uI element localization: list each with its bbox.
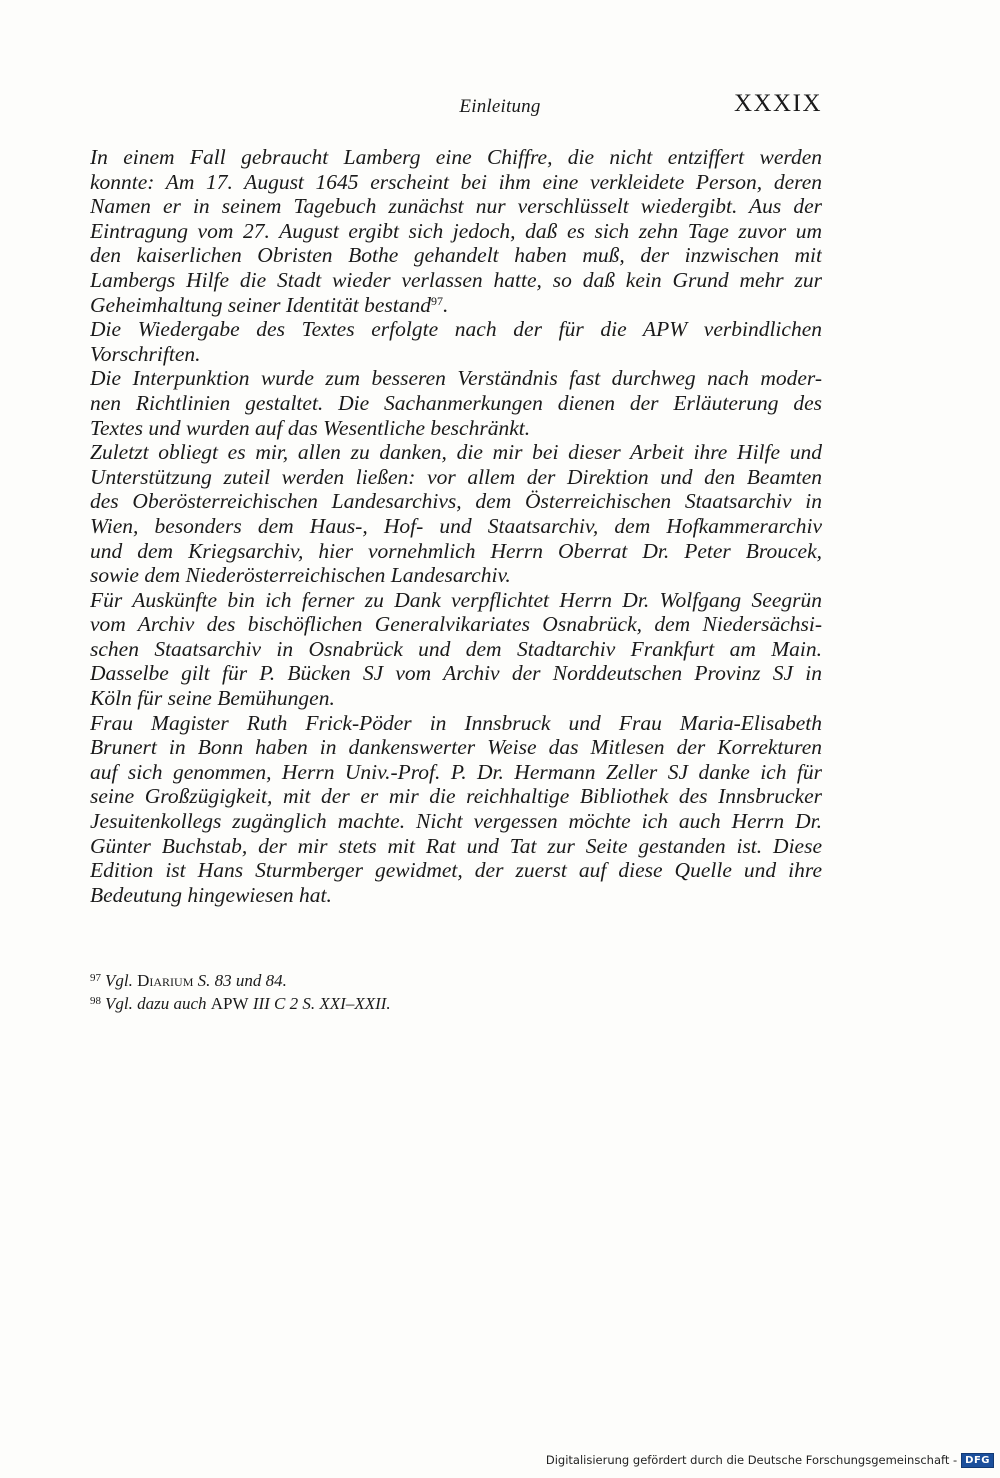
text-line xyxy=(90,465,822,490)
line-text: Wien, besonders dem Haus-, Hof- und Staatsarchiv, dem Hofkammerarchiv xyxy=(90,513,822,538)
paragraph xyxy=(90,317,822,366)
text-line xyxy=(90,686,822,711)
text-line xyxy=(90,440,822,465)
text-line xyxy=(90,661,822,686)
line-text: schen Staatsarchiv in Osnabrück und dem Stadtarchiv Frankfurt am Main. xyxy=(90,636,822,661)
footnote-text: Vgl. xyxy=(105,971,138,990)
text-line xyxy=(90,391,822,416)
line-text: den kaiserlichen Obristen Bothe gehandelt haben muß, der inzwischen mit xyxy=(90,243,822,268)
text-line xyxy=(90,268,822,293)
line-text: nen Richtlinien gestaltet. Die Sachanmerkungen dienen der Erläuterung des xyxy=(90,390,822,415)
text-line xyxy=(90,834,822,859)
line-text: Dasselbe gilt für P. Bücken SJ vom Archiv der Norddeutschen Provinz SJ in xyxy=(90,661,822,686)
footnote-number: 98 xyxy=(90,995,101,1007)
running-title: Einleitung xyxy=(459,96,541,117)
text-line xyxy=(90,809,822,834)
paragraph xyxy=(90,588,822,711)
line-text: Die Interpunktion wurde zum besseren Verständnis fast durchweg nach moder- xyxy=(90,366,822,391)
line-text: Frau Magister Ruth Frick-Pöder in Innsbruck und Frau Maria-Elisabeth xyxy=(90,710,822,735)
line-text: Edition ist Hans Sturmberger gewidmet, der zuerst auf diese Quelle und ihre xyxy=(90,858,822,883)
text-line xyxy=(90,784,822,809)
body-text xyxy=(90,145,822,907)
paragraph xyxy=(90,366,822,440)
text-line xyxy=(90,588,822,613)
line-text: und dem Kriegsarchiv, hier vornehmlich Herrn Oberrat Dr. Peter Broucek, xyxy=(90,538,822,563)
line-tail: . xyxy=(442,292,449,317)
text-line xyxy=(90,170,822,195)
footnote-source: APW xyxy=(210,994,249,1013)
line-text: Zuletzt obliegt es mir, allen zu danken, die mir bei dieser Arbeit ihre Hilfe und xyxy=(90,440,822,465)
footnote-number: 97 xyxy=(90,972,101,984)
text-line xyxy=(90,219,822,244)
text-line xyxy=(90,145,822,170)
text-line xyxy=(90,366,822,391)
line-text: Brunert in Bonn haben in dankenswerter Weise das Mitlesen der Korrekturen xyxy=(90,735,822,760)
text-line xyxy=(90,563,822,588)
text-line xyxy=(90,342,822,367)
text-line xyxy=(90,539,822,564)
line-text: Lambergs Hilfe die Stadt wieder verlassen hatte, so daß kein Grund mehr zur xyxy=(90,267,822,292)
line-text: Geheimhaltung seiner Identität bestand xyxy=(90,292,431,317)
dfg-logo: DFG xyxy=(961,1453,994,1468)
line-text: Unterstützung zuteil werden ließen: vor allem der Direktion und den Beamten xyxy=(90,464,822,489)
line-text: In einem Fall gebraucht Lamberg eine Chiffre, die nicht entziffert werden xyxy=(90,145,822,169)
text-line xyxy=(90,760,822,785)
line-text: Vorschriften. xyxy=(90,341,201,366)
text-line xyxy=(90,416,822,441)
text-line xyxy=(90,612,822,637)
line-text: Textes und wurden auf das Wesentliche beschränkt. xyxy=(90,415,531,440)
line-text: vom Archiv des bischöflichen Generalvikariates Osnabrück, dem Niedersächsi- xyxy=(90,612,822,637)
footnotes xyxy=(90,968,822,1014)
footnote-source: Diarium xyxy=(137,971,194,990)
text-line xyxy=(90,293,822,318)
line-text: Die Wiedergabe des Textes erfolgte nach der für die APW verbindlichen xyxy=(90,317,822,342)
running-head xyxy=(0,90,1000,120)
line-text: konnte: Am 17. August 1645 erscheint bei ihm eine verkleidete Person, deren xyxy=(90,169,822,194)
footnote xyxy=(90,968,822,991)
line-text: Jesuitenkollegs zugänglich machte. Nicht vergessen möchte ich auch Herrn Dr. xyxy=(90,809,822,834)
text-line xyxy=(90,194,822,219)
line-text: Namen er in seinem Tagebuch zunächst nur verschlüsselt wiedergibt. Aus der xyxy=(90,194,822,219)
footnote-text: S. 83 und 84. xyxy=(193,971,287,990)
line-text: Bedeutung hingewiesen hat. xyxy=(90,882,332,907)
line-text: Eintragung vom 27. August ergibt sich jedoch, daß es sich zehn Tage zuvor um xyxy=(90,218,822,243)
text-line xyxy=(90,489,822,514)
paragraph xyxy=(90,440,822,588)
text-line xyxy=(90,243,822,268)
line-text: seine Großzügigkeit, mit der er mir die reichhaltige Bibliothek des Innsbrucker xyxy=(90,784,822,809)
paragraph xyxy=(90,711,822,908)
digitization-credit xyxy=(546,1450,994,1470)
text-line xyxy=(90,317,822,342)
paragraph xyxy=(90,145,822,317)
footnote-reference[interactable]: 97 xyxy=(430,293,443,308)
text-line xyxy=(90,637,822,662)
text-line xyxy=(90,735,822,760)
line-text: des Oberösterreichischen Landesarchivs, dem Österreichischen Staatsarchiv in xyxy=(90,489,822,514)
line-text: Köln für seine Bemühungen. xyxy=(90,686,335,711)
footnote xyxy=(90,991,822,1014)
text-line xyxy=(90,858,822,883)
footnote-text: Vgl. dazu auch xyxy=(105,994,211,1013)
text-line xyxy=(90,711,822,736)
page-number: XXXIX xyxy=(733,90,822,117)
line-text: Für Auskünfte bin ich ferner zu Dank verpflichtet Herrn Dr. Wolfgang Seegrün xyxy=(90,587,822,612)
line-text: Günter Buchstab, der mir stets mit Rat und Tat zur Seite gestanden ist. Diese xyxy=(90,833,822,858)
credit-text: Digitalisierung gefördert durch die Deutsche Forschungsgemeinschaft - xyxy=(545,1453,958,1467)
text-line xyxy=(90,883,822,908)
text-line xyxy=(90,514,822,539)
line-text: auf sich genommen, Herrn Univ.-Prof. P. Dr. Hermann Zeller SJ danke ich für xyxy=(90,759,822,784)
line-text: sowie dem Niederösterreichischen Landesarchiv. xyxy=(90,563,511,588)
footnote-text: III C 2 S. XXI–XXII. xyxy=(248,994,391,1013)
